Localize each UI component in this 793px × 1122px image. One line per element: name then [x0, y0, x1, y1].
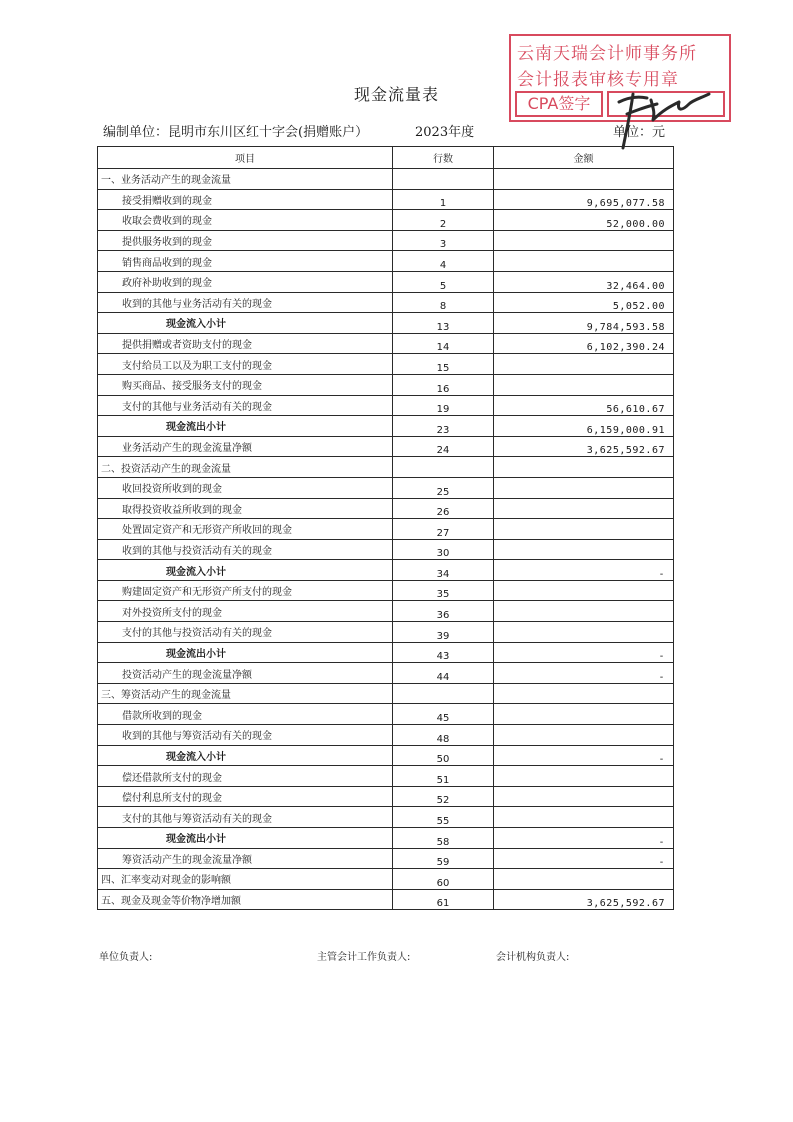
- row-item: 现金流入小计: [98, 560, 393, 581]
- row-amount: 5,052.00: [494, 292, 674, 313]
- page-title: 现金流量表: [353, 85, 439, 104]
- table-row: [98, 230, 674, 251]
- row-amount: [494, 539, 674, 560]
- table-row: [98, 704, 674, 725]
- row-line-number: 8: [393, 292, 494, 313]
- row-line-number: 26: [393, 498, 494, 519]
- table-row: [98, 395, 674, 416]
- row-item: 偿还借款所支付的现金: [98, 766, 393, 787]
- row-line-number: 44: [393, 663, 494, 684]
- footer-agency-head: 会计机构负责人:: [496, 952, 570, 963]
- row-item: 现金流出小计: [98, 416, 393, 437]
- row-line-number: 23: [393, 416, 494, 437]
- stamp-cpa-box: CPA签字: [515, 91, 603, 117]
- header-amount: 金额: [494, 147, 674, 169]
- row-line-number: 34: [393, 560, 494, 581]
- row-line-number: 35: [393, 580, 494, 601]
- table-row: [98, 313, 674, 334]
- row-item: 对外投资所支付的现金: [98, 601, 393, 622]
- row-amount: [494, 354, 674, 375]
- row-amount: -: [494, 828, 674, 849]
- row-line-number: 14: [393, 333, 494, 354]
- row-line-number: 5: [393, 271, 494, 292]
- row-line-number: 50: [393, 745, 494, 766]
- row-amount: -: [494, 642, 674, 663]
- row-item: 提供服务收到的现金: [98, 230, 393, 251]
- table-row: [98, 580, 674, 601]
- table-row: [98, 416, 674, 437]
- row-line-number: 24: [393, 436, 494, 457]
- reporting-unit: 编制单位：昆明市东川区红十字会(捐赠账户）: [103, 125, 369, 140]
- row-amount: [494, 786, 674, 807]
- stamp-line-1: 云南天瑞会计师事务所: [517, 44, 697, 64]
- row-line-number: [393, 169, 494, 190]
- row-item: 借款所收到的现金: [98, 704, 393, 725]
- row-item: 现金流入小计: [98, 745, 393, 766]
- row-amount: [494, 498, 674, 519]
- row-item: 支付给员工以及为职工支付的现金: [98, 354, 393, 375]
- row-amount: [494, 622, 674, 643]
- row-item: 偿付利息所支付的现金: [98, 786, 393, 807]
- row-amount: [494, 601, 674, 622]
- row-item: 现金流出小计: [98, 642, 393, 663]
- table-row: [98, 601, 674, 622]
- row-amount: [494, 477, 674, 498]
- table-row: [98, 786, 674, 807]
- row-amount: -: [494, 745, 674, 766]
- table-row: [98, 869, 674, 890]
- table-row: [98, 498, 674, 519]
- row-item: 购建固定资产和无形资产所支付的现金: [98, 580, 393, 601]
- table-row: [98, 519, 674, 540]
- header-item: 项目: [98, 147, 393, 169]
- stamp-line-2: 会计报表审核专用章: [517, 70, 679, 90]
- row-line-number: 16: [393, 374, 494, 395]
- row-amount: 9,784,593.58: [494, 313, 674, 334]
- cash-flow-table-body: [98, 169, 674, 910]
- row-line-number: 48: [393, 725, 494, 746]
- row-item: 支付的其他与筹资活动有关的现金: [98, 807, 393, 828]
- row-item: 业务活动产生的现金流量净额: [98, 436, 393, 457]
- table-row: [98, 333, 674, 354]
- row-item: 四、汇率变动对现金的影响额: [98, 869, 393, 890]
- row-item: 收到的其他与业务活动有关的现金: [98, 292, 393, 313]
- row-line-number: 52: [393, 786, 494, 807]
- row-item: 处置固定资产和无形资产所收回的现金: [98, 519, 393, 540]
- row-line-number: 27: [393, 519, 494, 540]
- row-amount: [494, 683, 674, 704]
- row-item: 现金流入小计: [98, 313, 393, 334]
- row-amount: [494, 766, 674, 787]
- row-line-number: 59: [393, 848, 494, 869]
- row-amount: [494, 869, 674, 890]
- table-row: [98, 807, 674, 828]
- row-item: 收回投资所收到的现金: [98, 477, 393, 498]
- row-item: 提供捐赠或者资助支付的现金: [98, 333, 393, 354]
- table-row: [98, 766, 674, 787]
- table-row: [98, 354, 674, 375]
- row-amount: 6,102,390.24: [494, 333, 674, 354]
- row-line-number: 13: [393, 313, 494, 334]
- row-amount: [494, 457, 674, 478]
- row-item: 现金流出小计: [98, 828, 393, 849]
- table-row: [98, 251, 674, 272]
- row-item: 五、现金及现金等价物净增加额: [98, 889, 393, 910]
- row-amount: 6,159,000.91: [494, 416, 674, 437]
- row-item: 二、投资活动产生的现金流量: [98, 457, 393, 478]
- row-line-number: 19: [393, 395, 494, 416]
- row-line-number: 30: [393, 539, 494, 560]
- row-amount: [494, 519, 674, 540]
- table-row: [98, 189, 674, 210]
- table-row: [98, 889, 674, 910]
- table-row: [98, 292, 674, 313]
- row-item: 收取会费收到的现金: [98, 210, 393, 231]
- table-row: [98, 271, 674, 292]
- table-header-row: [98, 147, 674, 169]
- row-amount: 52,000.00: [494, 210, 674, 231]
- row-amount: [494, 725, 674, 746]
- row-amount: -: [494, 848, 674, 869]
- row-line-number: 43: [393, 642, 494, 663]
- row-amount: [494, 807, 674, 828]
- footer-accounting-head: 主管会计工作负责人:: [317, 952, 411, 963]
- row-line-number: 36: [393, 601, 494, 622]
- cash-flow-table: [97, 146, 674, 910]
- table-row: [98, 436, 674, 457]
- table-row: [98, 560, 674, 581]
- table-row: [98, 477, 674, 498]
- table-row: [98, 725, 674, 746]
- table-row: [98, 457, 674, 478]
- row-item: 一、业务活动产生的现金流量: [98, 169, 393, 190]
- row-item: 接受捐赠收到的现金: [98, 189, 393, 210]
- row-line-number: 55: [393, 807, 494, 828]
- row-amount: 9,695,077.58: [494, 189, 674, 210]
- table-row: [98, 210, 674, 231]
- row-line-number: 4: [393, 251, 494, 272]
- row-line-number: [393, 683, 494, 704]
- row-item: 三、筹资活动产生的现金流量: [98, 683, 393, 704]
- report-year: 2023年度: [415, 125, 475, 140]
- row-item: 收到的其他与投资活动有关的现金: [98, 539, 393, 560]
- row-amount: 56,610.67: [494, 395, 674, 416]
- row-item: 政府补助收到的现金: [98, 271, 393, 292]
- row-amount: [494, 580, 674, 601]
- table-row: [98, 622, 674, 643]
- table-row: [98, 745, 674, 766]
- table-row: [98, 683, 674, 704]
- row-amount: -: [494, 560, 674, 581]
- row-line-number: 51: [393, 766, 494, 787]
- row-amount: 3,625,592.67: [494, 436, 674, 457]
- row-line-number: [393, 457, 494, 478]
- table-row: [98, 539, 674, 560]
- row-item: 取得投资收益所收到的现金: [98, 498, 393, 519]
- row-amount: [494, 374, 674, 395]
- table-row: [98, 642, 674, 663]
- header-line: 行数: [393, 147, 494, 169]
- table-row: [98, 374, 674, 395]
- currency-unit: 单位：元: [613, 125, 666, 140]
- row-line-number: 60: [393, 869, 494, 890]
- row-item: 支付的其他与投资活动有关的现金: [98, 622, 393, 643]
- row-line-number: 45: [393, 704, 494, 725]
- row-item: 销售商品收到的现金: [98, 251, 393, 272]
- row-item: 筹资活动产生的现金流量净额: [98, 848, 393, 869]
- table-row: [98, 169, 674, 190]
- table-row: [98, 848, 674, 869]
- row-line-number: 15: [393, 354, 494, 375]
- row-line-number: 3: [393, 230, 494, 251]
- row-amount: 3,625,592.67: [494, 889, 674, 910]
- row-amount: [494, 230, 674, 251]
- row-item: 收到的其他与筹资活动有关的现金: [98, 725, 393, 746]
- row-amount: [494, 169, 674, 190]
- table-row: [98, 663, 674, 684]
- row-line-number: 39: [393, 622, 494, 643]
- row-item: 投资活动产生的现金流量净额: [98, 663, 393, 684]
- row-amount: 32,464.00: [494, 271, 674, 292]
- footer-unit-head: 单位负责人:: [99, 952, 153, 963]
- table-row: [98, 828, 674, 849]
- row-amount: -: [494, 663, 674, 684]
- row-line-number: 1: [393, 189, 494, 210]
- row-amount: [494, 704, 674, 725]
- row-line-number: 25: [393, 477, 494, 498]
- row-item: 购买商品、接受服务支付的现金: [98, 374, 393, 395]
- row-line-number: 58: [393, 828, 494, 849]
- row-item: 支付的其他与业务活动有关的现金: [98, 395, 393, 416]
- row-line-number: 61: [393, 889, 494, 910]
- row-amount: [494, 251, 674, 272]
- row-line-number: 2: [393, 210, 494, 231]
